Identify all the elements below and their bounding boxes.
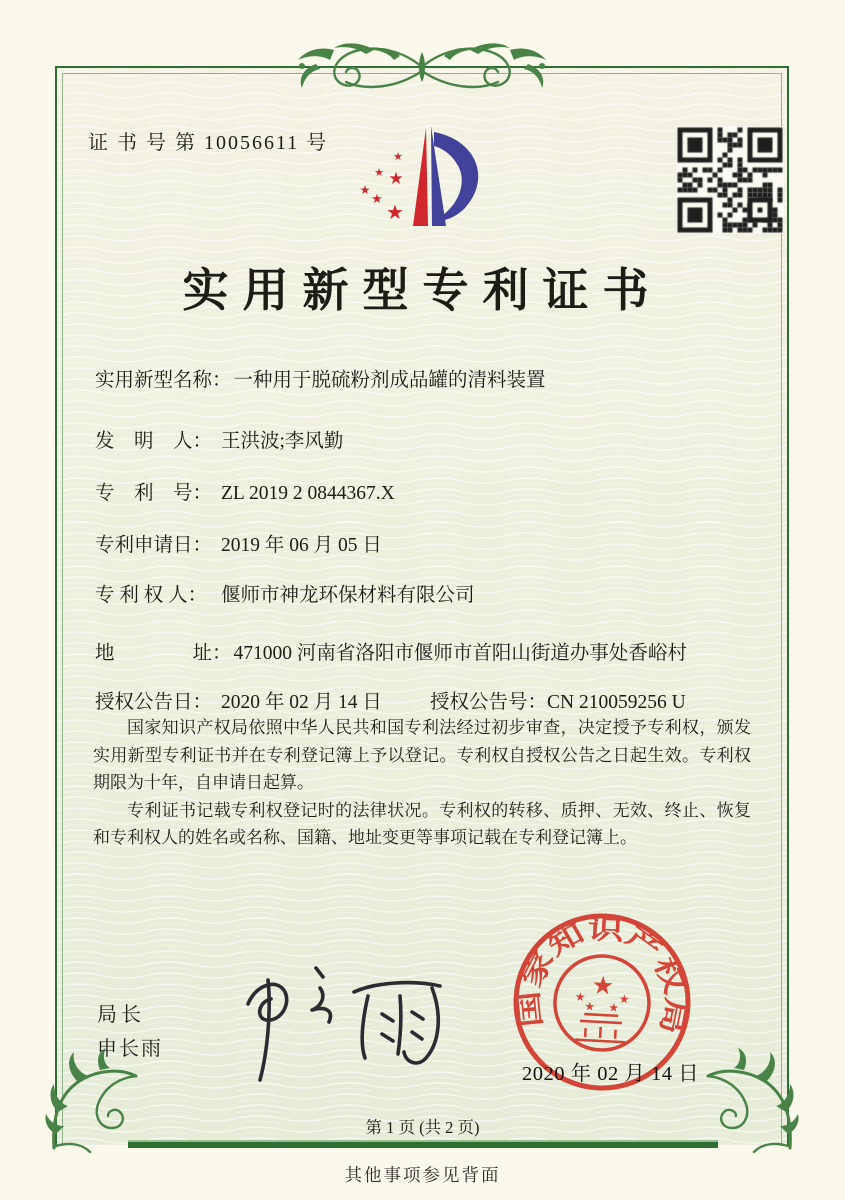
field-value: 偃师市神龙环保材料有限公司 bbox=[221, 585, 475, 606]
field-row-grant-date bbox=[95, 686, 686, 714]
field-value: 2020 年 02 月 14 日 bbox=[221, 692, 382, 713]
top-ornament-icon bbox=[282, 38, 562, 98]
commissioner-name: 申长雨 bbox=[97, 1038, 163, 1060]
svg-text:★: ★ bbox=[584, 999, 596, 1014]
frame-bottom-bar bbox=[128, 1140, 718, 1148]
field-label: 授权公告日： bbox=[95, 692, 213, 713]
field-label: 专 利 号： bbox=[95, 483, 213, 504]
page-number: 第 1 页 (共 2 页) bbox=[365, 1118, 480, 1137]
field-row-address bbox=[95, 637, 687, 665]
legal-text-block bbox=[93, 714, 751, 852]
field-label: 实用新型名称： bbox=[95, 370, 232, 391]
field-value: ZL 2019 2 0844367.X bbox=[221, 483, 395, 504]
legal-paragraph-2: 专利证书记载专利权登记时的法律状况。专利权的转移、质押、无效、终止、恢复和专利权人的姓名或名称、国籍、地址变更等事项记载在专利登记簿上。 bbox=[93, 800, 751, 847]
signature-icon bbox=[228, 952, 458, 1092]
field-row-invention-name bbox=[95, 364, 546, 392]
qr-code bbox=[676, 126, 784, 234]
field-label: 授权公告号： bbox=[430, 692, 548, 713]
svg-text:★: ★ bbox=[374, 166, 384, 179]
field-row-patentee bbox=[95, 579, 475, 607]
svg-text:★: ★ bbox=[574, 989, 586, 1005]
field-value: 王洪波;李风勤 bbox=[221, 431, 344, 452]
back-note: 其他事项参见背面 bbox=[344, 1165, 501, 1185]
field-label: 专利申请日： bbox=[95, 535, 213, 556]
document-title: 实用新型专利证书 bbox=[182, 265, 663, 316]
svg-text:★: ★ bbox=[359, 183, 371, 197]
field-value: 一种用于脱硫粉剂成品罐的清料装置 bbox=[233, 370, 546, 391]
svg-text:★: ★ bbox=[386, 200, 404, 224]
certificate-number: 证 书 号 第 10056611 号 bbox=[88, 132, 329, 154]
field-row-inventors bbox=[95, 425, 343, 453]
field-value: 2019 年 06 月 05 日 bbox=[221, 535, 382, 556]
svg-text:★: ★ bbox=[618, 991, 630, 1007]
seal-date: 2020 年 02 月 14 日 bbox=[522, 1063, 700, 1085]
national-emblem-icon bbox=[574, 970, 631, 1016]
field-value: CN 210059256 U bbox=[547, 692, 686, 713]
legal-paragraph-1: 国家知识产权局依照中华人民共和国专利法经过初步审查，决定授予专利权，颁发实用新型专利证书并在专利登记簿上予以登记。专利权自授权公告之日起生效。专利权期限为十年，自申请日起算。 bbox=[93, 718, 751, 792]
cnipa-logo-icon bbox=[352, 120, 492, 238]
svg-text:★: ★ bbox=[393, 150, 403, 163]
svg-text:★: ★ bbox=[388, 169, 404, 189]
field-label: 专 利 权 人： bbox=[95, 585, 208, 606]
commissioner-title: 局长 bbox=[97, 1004, 145, 1026]
svg-text:★: ★ bbox=[371, 192, 383, 207]
svg-text:★: ★ bbox=[590, 970, 615, 1001]
grant-number bbox=[430, 686, 686, 714]
field-value: 471000 河南省洛阳市偃师市首阳山街道办事处香峪村 bbox=[233, 643, 687, 664]
field-row-filing-date bbox=[95, 529, 382, 557]
seal-text: 国家知识产权局 bbox=[514, 914, 691, 1029]
field-label: 发 明 人： bbox=[95, 431, 213, 452]
field-row-patent-number bbox=[95, 477, 395, 505]
field-label: 地 址： bbox=[95, 643, 232, 664]
svg-text:★: ★ bbox=[607, 1000, 620, 1015]
